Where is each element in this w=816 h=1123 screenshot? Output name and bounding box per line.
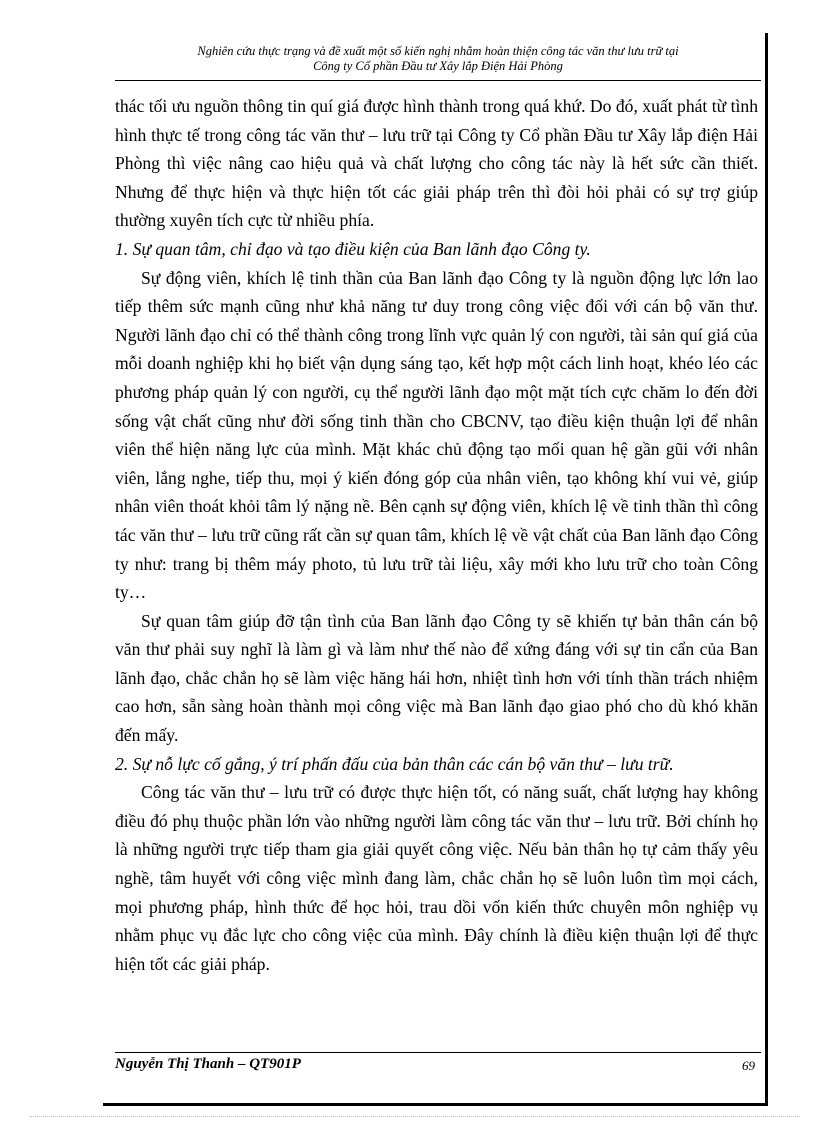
- paragraph-continued: thác tối ưu nguồn thông tin quí giá được hình thành trong quá khứ. Do đó, xuất phát từ tình hình thực tế trong công tác văn thư – lưu trữ tại Công ty Cổ phần Đầu tư Xây lắp điện Hải Phòng thì việc nâng cao hiệu quả và chất lượng cho công tác này là hết sức cần thiết. Nhưng để thực hiện và thực hiện tốt các giải pháp trên thì đòi hỏi phải có sự trợ giúp thường xuyên tích cực từ nhiều phía.: [115, 96, 758, 231]
- section-heading-2: 2. Sự nỗ lực cố gắng, ý trí phấn đấu của bản thân các cán bộ văn thư – lưu trữ.: [115, 753, 674, 774]
- section-heading-1: 1. Sự quan tâm, chỉ đạo và tạo điều kiện của Ban lãnh đạo Công ty.: [115, 238, 591, 259]
- footer-author: Nguyễn Thị Thanh – QT901P: [115, 1056, 301, 1072]
- header-line-2: Công ty Cổ phần Đầu tư Xây lắp Điện Hải Phòng: [313, 59, 563, 73]
- page-edge-divider: [30, 1116, 800, 1117]
- paragraph-3: Công tác văn thư – lưu trữ có được thực hiện tốt, có năng suất, chất lượng hay không điều đó phụ thuộc phần lớn vào những người làm công tác văn thư – lưu trữ. Bởi chính họ là những người trực tiếp tham gia giải quyết công việc. Nếu bản thân họ tự cảm thấy yêu nghề, tâm huyết với công việc mình đang làm, chắc chắn họ sẽ luôn luôn tìm mọi cách, mọi phương pháp, hình thức để học hỏi, trau dồi vốn kiến thức chuyên môn nghiệp vụ nhằm phục vụ đắc lực cho công việc của mình. Đây chính là điều kiện thuận lợi để thực hiện tốt các giải pháp.: [115, 782, 758, 974]
- paragraph-2: Sự quan tâm giúp đỡ tận tình của Ban lãnh đạo Công ty sẽ khiến tự bản thân cán bộ văn thư phải suy nghĩ là làm gì và làm như thế nào để xứng đáng với sự tin cẩn của Ban lãnh đạo, chắc chắn họ sẽ làm việc hăng hái hơn, nhiệt tình hơn với tính thần trách nhiệm cao hơn, sẵn sàng hoàn thành mọi công việc mà Ban lãnh đạo giao phó cho dù khó khăn đến mấy.: [115, 610, 758, 746]
- page-number: 69: [742, 1058, 755, 1073]
- paragraph-1: Sự động viên, khích lệ tinh thần của Ban lãnh đạo Công ty là nguồn động lực lớn lao tiếp thêm sức mạnh cũng như khả năng tư duy trong công việc đối với cán bộ văn thư. Người lãnh đạo chỉ có thể thành công trong lĩnh vực quản lý con người, tài sản quí giá của mỗi doanh nghiệp khi họ biết vận dụng sáng tạo, kết hợp một cách linh hoạt, khéo léo các phương pháp quản lý con người, cụ thể người lãnh đạo một mặt tích cực chăm lo đến đời sống vật chất cũng như đời sống tinh thần cho CBCNV, tạo điều kiện thuận lợi để nhân viên thể hiện năng lực của mình. Mặt khác chủ động tạo mối quan hệ gần gũi với nhân viên, lắng nghe, tiếp thu, mọi ý kiến đóng góp của nhân viên, tạo không khí vui vẻ, giúp nhân viên thoát khỏi tâm lý nặng nề. Bên cạnh sự động viên, khích lệ về tinh thần thì công tác văn thư – lưu trữ cũng rất cần sự quan tâm, khích lệ về vật chất của Ban lãnh đạo Công ty như: trang bị thêm máy photo, tủ lưu trữ tài liệu, xây mới kho lưu trữ cho toàn Công ty…: [115, 267, 758, 603]
- footer-rule: [115, 1052, 761, 1053]
- header-line-1: Nghiên cứu thực trạng và đề xuất một số kiến nghị nhằm hoàn thiện công tác văn thư lưu trữ tại: [197, 44, 679, 58]
- running-header: [115, 44, 761, 74]
- header-rule: [115, 80, 761, 81]
- document-body: [115, 92, 758, 978]
